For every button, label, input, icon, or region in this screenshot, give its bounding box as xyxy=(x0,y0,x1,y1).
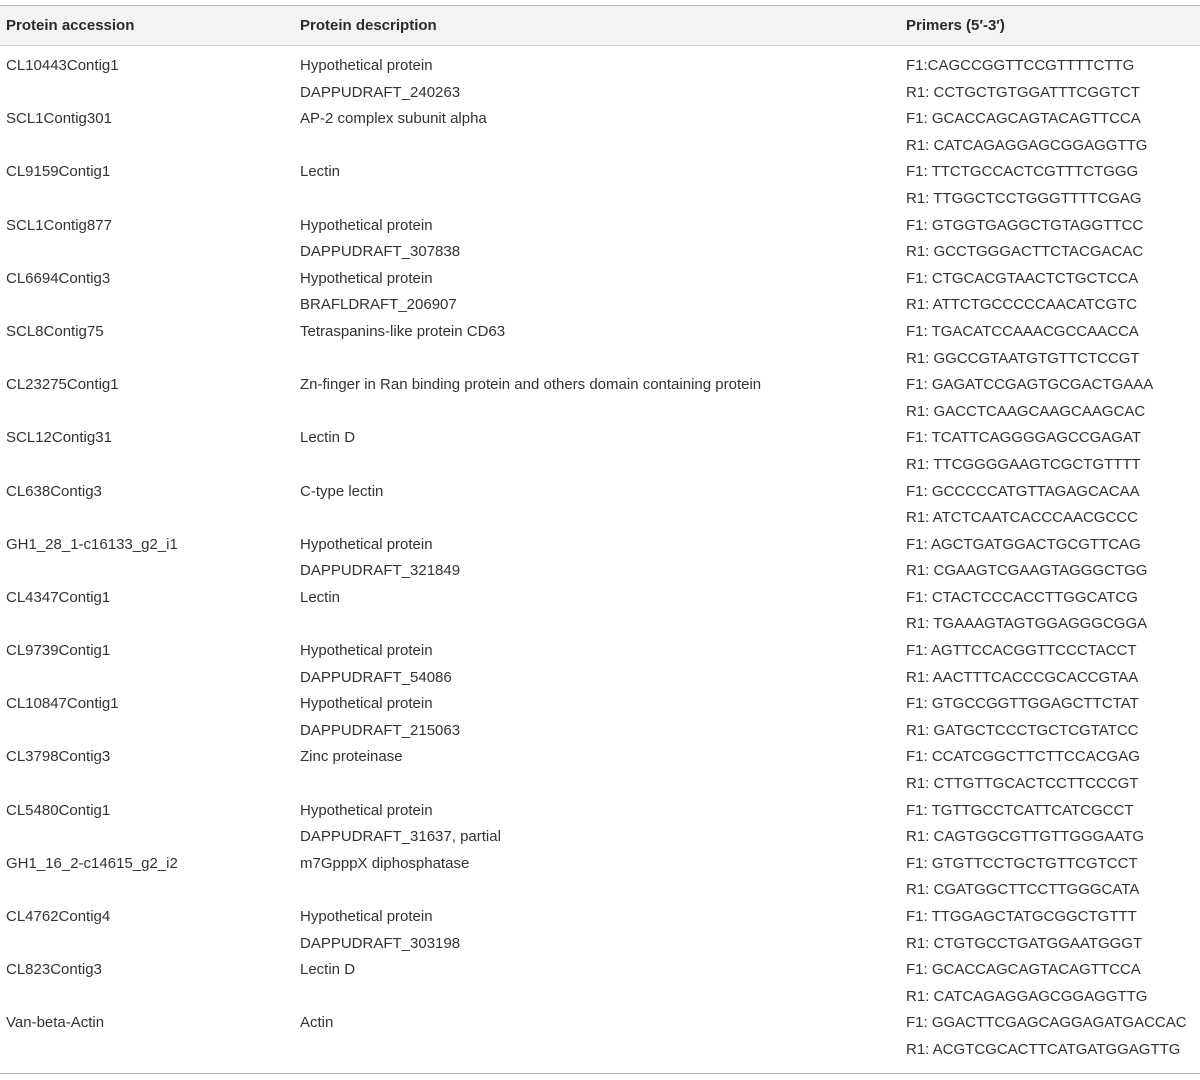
cell-protein-accession xyxy=(0,372,294,425)
cell-protein-description xyxy=(294,266,900,319)
description-line: Hypothetical protein xyxy=(300,216,433,234)
forward-primer: F1: GTGCCGGTTGGAGCTTCTAT xyxy=(906,695,1139,713)
cell-primers xyxy=(900,106,1200,159)
forward-primer: F1: AGCTGATGGACTGCGTTCAG xyxy=(906,535,1141,553)
reverse-primer: R1: AACTTTCACCCGCACCGTAA xyxy=(906,668,1139,686)
table-row xyxy=(0,425,1200,478)
cell-protein-description xyxy=(294,372,900,425)
cell-protein-description xyxy=(294,319,900,372)
cell-protein-description xyxy=(294,585,900,638)
forward-primer: F1: TCATTCAGGGGAGCCGAGAT xyxy=(906,429,1142,447)
cell-protein-accession xyxy=(0,904,294,957)
forward-primer: F1: TGTTGCCTCATTCATCGCCT xyxy=(906,801,1134,819)
description-line: Actin xyxy=(300,1014,334,1032)
cell-protein-accession xyxy=(0,851,294,904)
cell-protein-description xyxy=(294,744,900,797)
cell-primers xyxy=(900,638,1200,691)
reverse-primer: R1: CTGTGCCTGATGGAATGGGT xyxy=(906,934,1143,952)
description-line: Hypothetical protein xyxy=(300,535,433,553)
reverse-primer: R1: GGCCGTAATGTGTTCTCCGT xyxy=(906,349,1140,367)
cell-primers xyxy=(900,798,1200,851)
cell-protein-accession xyxy=(0,159,294,212)
cell-protein-description xyxy=(294,638,900,691)
forward-primer: F1: CTGCACGTAACTCTGCTCCA xyxy=(906,269,1139,287)
cell-protein-accession xyxy=(0,319,294,372)
reverse-primer: R1: TGAAAGTAGTGGAGGGCGGA xyxy=(906,615,1148,633)
header-primers: Primers (5′-3′) xyxy=(906,17,1005,34)
reverse-primer: R1: CATCAGAGGAGCGGAGGTTG xyxy=(906,136,1148,154)
reverse-primer: R1: ATTCTGCCCCCAACATCGTC xyxy=(906,296,1138,314)
description-line: DAPPUDRAFT_215063 xyxy=(300,721,461,739)
cell-primers xyxy=(900,585,1200,638)
accession-text: CL4347Contig1 xyxy=(6,588,111,606)
description-line: DAPPUDRAFT_307838 xyxy=(300,243,461,261)
table-row xyxy=(0,319,1200,372)
table-row xyxy=(0,213,1200,266)
accession-text: CL5480Contig1 xyxy=(6,801,111,819)
cell-primers xyxy=(900,213,1200,266)
accession-text: CL638Contig3 xyxy=(6,482,102,500)
description-line: Hypothetical protein xyxy=(300,269,433,287)
cell-protein-description xyxy=(294,798,900,851)
cell-primers xyxy=(900,159,1200,212)
cell-protein-accession xyxy=(0,532,294,585)
reverse-primer: R1: TTCGGGGAAGTCGCTGTTTT xyxy=(906,455,1141,473)
cell-protein-description xyxy=(294,532,900,585)
table-row xyxy=(0,266,1200,319)
table-row xyxy=(0,585,1200,638)
forward-primer: F1: GAGATCCGAGTGCGACTGAAA xyxy=(906,376,1154,394)
description-line: Hypothetical protein xyxy=(300,642,433,660)
accession-text: CL9739Contig1 xyxy=(6,642,111,660)
cell-primers xyxy=(900,851,1200,904)
forward-primer: F1: GCACCAGCAGTACAGTTCCA xyxy=(906,110,1141,128)
cell-protein-description xyxy=(294,479,900,532)
cell-primers xyxy=(900,1010,1200,1063)
cell-primers xyxy=(900,425,1200,478)
forward-primer: F1: GTGTTCCTGCTGTTCGTCCT xyxy=(906,854,1138,872)
description-line: DAPPUDRAFT_54086 xyxy=(300,668,452,686)
reverse-primer: R1: GCCTGGGACTTCTACGACAC xyxy=(906,243,1144,261)
cell-protein-accession xyxy=(0,798,294,851)
table-row xyxy=(0,532,1200,585)
description-line: DAPPUDRAFT_303198 xyxy=(300,934,461,952)
table-row xyxy=(0,798,1200,851)
reverse-primer: R1: CATCAGAGGAGCGGAGGTTG xyxy=(906,987,1148,1005)
cell-protein-accession xyxy=(0,691,294,744)
cell-primers xyxy=(900,53,1200,106)
header-protein-accession: Protein accession xyxy=(6,17,135,34)
cell-protein-description xyxy=(294,53,900,106)
reverse-primer: R1: CCTGCTGTGGATTTCGGTCT xyxy=(906,83,1140,101)
accession-text: SCL1Contig301 xyxy=(6,110,112,128)
accession-text: CL3798Contig3 xyxy=(6,748,111,766)
table-row xyxy=(0,851,1200,904)
cell-protein-description xyxy=(294,851,900,904)
accession-text: CL823Contig3 xyxy=(6,961,102,979)
reverse-primer: R1: GATGCTCCCTGCTCGTATCC xyxy=(906,721,1139,739)
description-line: Lectin D xyxy=(300,429,356,447)
description-line: BRAFLDRAFT_206907 xyxy=(300,296,457,314)
accession-text: Van-beta-Actin xyxy=(6,1014,105,1032)
header-protein-description: Protein description xyxy=(300,17,437,34)
accession-text: CL10847Contig1 xyxy=(6,695,119,713)
cell-primers xyxy=(900,691,1200,744)
forward-primer: F1: GCCCCCATGTTAGAGCACAA xyxy=(906,482,1140,500)
forward-primer: F1: GGACTTCGAGCAGGAGATGACCAC xyxy=(906,1014,1187,1032)
table-row xyxy=(0,638,1200,691)
forward-primer: F1:CAGCCGGTTCCGTTTTCTTG xyxy=(906,57,1135,74)
accession-text: SCL8Contig75 xyxy=(6,322,104,340)
cell-protein-accession xyxy=(0,479,294,532)
description-line: Hypothetical protein xyxy=(300,801,433,819)
cell-protein-description xyxy=(294,957,900,1010)
description-line: Tetraspanins-like protein CD63 xyxy=(300,322,506,340)
description-line: C-type lectin xyxy=(300,482,384,500)
cell-protein-accession xyxy=(0,744,294,797)
accession-text: CL4762Contig4 xyxy=(6,908,111,925)
table-row xyxy=(0,957,1200,1010)
reverse-primer: R1: CGAAGTCGAAGTAGGGCTGG xyxy=(906,562,1148,580)
cell-primers xyxy=(900,479,1200,532)
description-line: Zinc proteinase xyxy=(300,748,403,766)
table-body xyxy=(0,53,1200,1064)
description-line: Lectin xyxy=(300,163,341,181)
accession-text: CL10443Contig1 xyxy=(6,57,119,74)
cell-protein-accession xyxy=(0,106,294,159)
cell-protein-description xyxy=(294,904,900,957)
description-line: m7GpppX diphosphatase xyxy=(300,854,470,872)
reverse-primer: R1: ATCTCAATCACCCAACGCCC xyxy=(906,509,1138,527)
cell-protein-description xyxy=(294,425,900,478)
reverse-primer: R1: CAGTGGCGTTGTTGGGAATG xyxy=(906,828,1145,846)
cell-protein-accession xyxy=(0,1010,294,1063)
table-row xyxy=(0,904,1200,957)
forward-primer: F1: TTGGAGCTATGCGGCTGTTT xyxy=(906,908,1137,925)
accession-text: SCL12Contig31 xyxy=(6,429,112,447)
accession-text: GH1_28_1-c16133_g2_i1 xyxy=(6,535,178,553)
cell-primers xyxy=(900,266,1200,319)
header-spacer xyxy=(0,46,1200,53)
forward-primer: F1: CTACTCCCACCTTGGCATCG xyxy=(906,588,1138,606)
forward-primer: F1: AGTTCCACGGTTCCCTACCT xyxy=(906,642,1137,660)
table-row xyxy=(0,1010,1200,1063)
accession-text: GH1_16_2-c14615_g2_i2 xyxy=(6,854,178,872)
cell-primers xyxy=(900,372,1200,425)
cell-primers xyxy=(900,744,1200,797)
cell-protein-accession xyxy=(0,266,294,319)
accession-text: CL6694Contig3 xyxy=(6,269,111,287)
description-line: DAPPUDRAFT_240263 xyxy=(300,83,461,101)
table-header xyxy=(0,6,1200,46)
description-line: Lectin xyxy=(300,588,341,606)
description-line: DAPPUDRAFT_321849 xyxy=(300,562,461,580)
cell-protein-accession xyxy=(0,213,294,266)
table-row xyxy=(0,372,1200,425)
cell-primers xyxy=(900,532,1200,585)
reverse-primer: R1: CTTGTTGCACTCCTTCCCGT xyxy=(906,775,1139,793)
forward-primer: F1: GCACCAGCAGTACAGTTCCA xyxy=(906,961,1141,979)
accession-text: SCL1Contig877 xyxy=(6,216,112,234)
table-row xyxy=(0,159,1200,212)
description-line: Hypothetical protein xyxy=(300,57,433,74)
table-row xyxy=(0,744,1200,797)
cell-protein-accession xyxy=(0,585,294,638)
cell-primers xyxy=(900,904,1200,957)
table-row xyxy=(0,691,1200,744)
cell-primers xyxy=(900,319,1200,372)
reverse-primer: R1: ACGTCGCACTTCATGATGGAGTTG xyxy=(906,1040,1181,1058)
cell-primers xyxy=(900,957,1200,1010)
cell-protein-accession xyxy=(0,957,294,1010)
reverse-primer: R1: CGATGGCTTCCTTGGGCATA xyxy=(906,881,1140,899)
forward-primer: F1: TTCTGCCACTCGTTTCTGGG xyxy=(906,163,1139,181)
forward-primer: F1: TGACATCCAAACGCCAACCA xyxy=(906,322,1139,340)
forward-primer: F1: CCATCGGCTTCTTCCACGAG xyxy=(906,748,1140,766)
accession-text: CL9159Contig1 xyxy=(6,163,111,181)
table-row xyxy=(0,479,1200,532)
table-row xyxy=(0,106,1200,159)
cell-protein-description xyxy=(294,691,900,744)
cell-protein-accession xyxy=(0,53,294,106)
table-row xyxy=(0,53,1200,106)
description-line: Zn-finger in Ran binding protein and others domain containing protein xyxy=(300,376,762,394)
cell-protein-description xyxy=(294,213,900,266)
reverse-primer: R1: TTGGCTCCTGGGTTTTCGAG xyxy=(906,189,1142,207)
description-line: Hypothetical protein xyxy=(300,695,433,713)
description-line: Lectin D xyxy=(300,961,356,979)
description-line: Hypothetical protein xyxy=(300,908,433,925)
forward-primer: F1: GTGGTGAGGCTGTAGGTTCC xyxy=(906,216,1144,234)
cell-protein-accession xyxy=(0,425,294,478)
cell-protein-accession xyxy=(0,638,294,691)
description-line: DAPPUDRAFT_31637, partial xyxy=(300,828,501,846)
description-line: AP-2 complex subunit alpha xyxy=(300,110,487,128)
table-bottom-rule xyxy=(0,1073,1200,1074)
cell-protein-description xyxy=(294,1010,900,1063)
cell-protein-description xyxy=(294,106,900,159)
accession-text: CL23275Contig1 xyxy=(6,376,119,394)
reverse-primer: R1: GACCTCAAGCAAGCAAGCAC xyxy=(906,402,1146,420)
cell-protein-description xyxy=(294,159,900,212)
